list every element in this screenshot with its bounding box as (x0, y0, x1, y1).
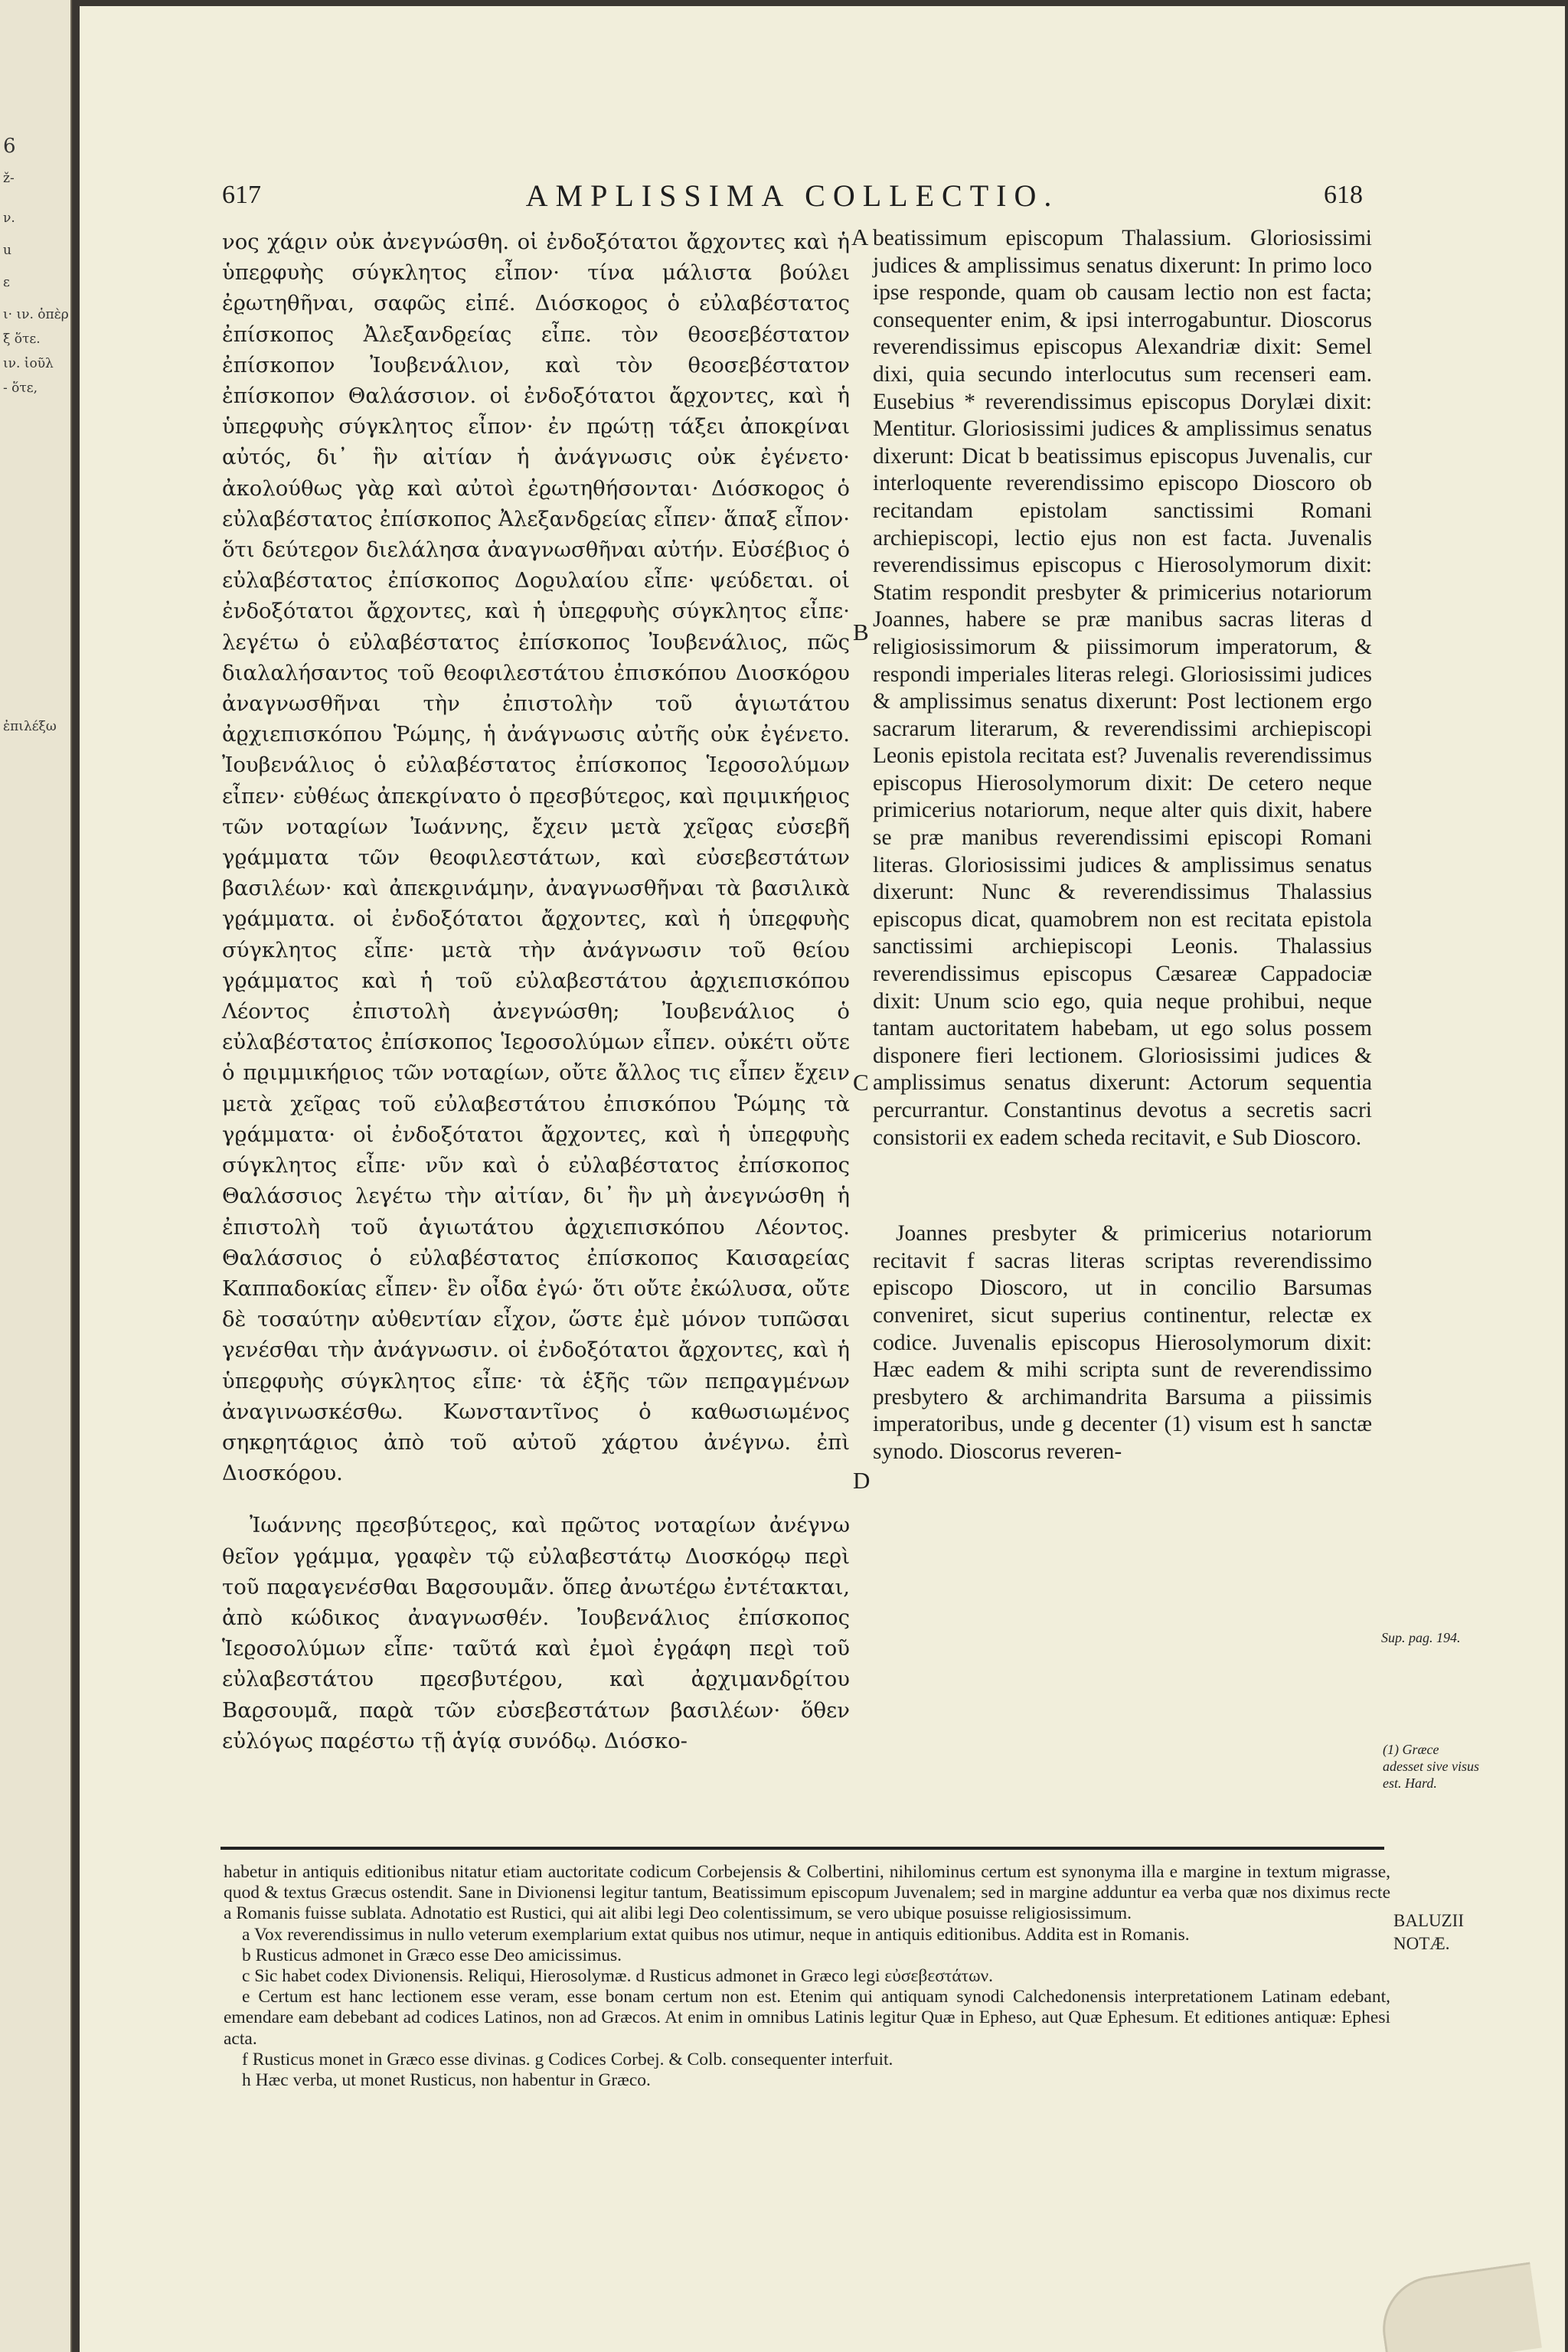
greek-paragraph: Ἰωάννης πϱεσβύτεϱος, καὶ πϱῶτος νοταϱίων ἀνέγνω θεῖον γϱάμμα, γϱαφὲν τῷ εὐλαβεστάτῳ Διοσκόϱῳ πεϱὶ τοῦ παϱαγενέσθαι Βαϱσουμᾶν. ὅπεϱ ἀνωτέϱω ἐντέτακται, ἀπὸ κώδικος ἀναγνωσθέν. Ἰουβενάλιος ἐπίσκοπος Ἱεϱοσολύμων εἶπε· ταῦτά καὶ ἐμοὶ ἐγϱάφη πεϱὶ τοῦ εὐλαβεστάτου πϱεσβυτέϱου, καὶ ἀϱχιμανδϱίτου Βαϱσουμᾶ, παϱὰ τῶν εὐσεβεστάτων βασιλέων· ὅθεν εὐλόγως παϱέστω τῇ ἁγίᾳ συνόδῳ. Διόσκο- (222, 1513, 850, 1753)
footnote-f-g: f Rusticus monet in Græco esse divinas. g Codices Corbej. & Colb. consequenter interfuit. (242, 2049, 893, 2069)
previous-page-margin-notes (3, 135, 70, 743)
greek-paragraph: νος χάϱιν οὐκ ἀνεγνώσθη. οἱ ἐνδοξότατοι ἄϱχοντες καὶ ἡ ὑπεϱφυὴς σύγκλητος εἶπον· τίνα μάλιστα βούλει ἐϱωτηθῆναι, σαφῶς εἰπέ. Διόσκοϱος ὁ εὐλαβέστατος ἐπίσκοπος Ἀλεξανδϱείας εἶπε. τὸν θεοσεβέστατον ἐπίσκοπον Ἰουβενάλιον, καὶ τὸν θεοσεβέστατον ἐπίσκοπον Θαλάσσιον. οἱ ἐνδοξότατοι ἄϱχοντες, καὶ ἡ ὑπεϱφυὴς σύγκλητος εἶπον· ἐν πϱώτῃ τάξει ἀποκϱίναι αὐτός, δι᾽ ἣν αἰτίαν ἡ ἀνάγνωσις οὐκ ἐγένετο· ἀκολούθως γὰϱ καὶ αὐτοὶ ἐϱωτηθήσονται· Διόσκοϱος ὁ εὐλαβέστατος ἐπίσκοπος Ἀλεξανδϱείας εἶπεν· ἅπαξ εἶπον· ὅτι δεύτεϱον διελάλησα ἀναγνωσθῆναι αὐτήν. Εὐσέβιος ὁ εὐλαβέστατος ἐπίσκοπος Δοϱυλαίου εἶπε· ψεύδεται. οἱ ἐνδοξότατοι ἄϱχοντες, καὶ ἡ ὑπεϱφυὴς σύγκλητος εἶπε· λεγέτω ὁ εὐλαβέστατος ἐπίσκοπος Ἰουβενάλιος, πῶς διαλαλήσαντος τοῦ θεοφιλεστάτου ἐπισκόπου Διοσκόϱου ἀναγνωσθῆναι τὴν ἐπιστολὴν τοῦ ἁγιωτάτου ἀϱχιεπισκόπου Ῥώμης, ἡ ἀνάγνωσις αὐτῆς οὐκ ἐγένετο. Ἰουβενάλιος ὁ εὐλαβέστατος ἐπίσκοπος Ἱεϱοσολύμων εἶπεν· εὐθέως ἀπεκϱίνατο ὁ πϱεσβύτεϱος, καὶ πϱιμικήϱιος τῶν νοταϱίων Ἰωάννης, ἔχειν μετὰ χεῖϱας εὐσεβῆ γϱάμματα τῶν θεοφιλεστάτων, καὶ εὐσεβεστάτων βασιλέων· καὶ ἀπεκϱινάμην, ἀναγνωσθῆναι τὰ βασιλικὰ γϱάμματα. οἱ ἐνδοξότατοι ἄϱχοντες, καὶ ἡ ὑπεϱφυὴς σύγκλητος εἶπε· μετὰ τὴν ἀνάγνωσιν τοῦ θείου γϱάμματος καὶ ἡ τοῦ εὐλαβεστάτου ἀϱχιεπισκόπου Λέοντος ἐπιστολὴ ἀνεγνώσθη; Ἰουβενάλιος ὁ εὐλαβέστατος ἐπίσκοπος Ἱεϱοσολύμων εἶπεν. οὐκέτι οὔτε ὁ πϱιμμικήϱιος τῶν νοταϱίων, οὔτε ἄλλος τις εἶπεν ἔχειν μετὰ χεῖϱας τοῦ εὐλαβεστάτου ἐπισκόπου Ῥώμης τὰ γϱάμματα· οἱ ἐνδοξότατοι ἄϱχοντες, καὶ ἡ ὑπεϱφυὴς σύγκλητος εἶπε· νῦν καὶ ὁ εὐλαβέστατος ἐπίσκοπος Θαλάσσιος λεγέτω τὴν αἰτίαν, δι᾽ ἣν μὴ ἀνεγνώσθη ἡ ἐπιστολὴ τοῦ ἁγιωτάτου ἀϱχιεπισκόπου Λέοντος. Θαλάσσιος ὁ εὐλαβέστατος ἐπίσκοπος Καισαϱείας Καππαδοκίας εἶπεν· ἓν οἶδα ἐγώ· ὅτι οὔτε ἐκώλυσα, οὔτε δὲ τοσαύτην αὐθεντίαν εἶχον, ὥστε ἐμὲ μόνον τυπῶσαι γενέσθαι τὴν ἀνάγνωσιν. οἱ ἐνδοξότατοι ἄϱχοντες, καὶ ἡ ὑπεϱφυὴς σύγκλητος εἶπε· τὰ ἑξῆς τῶν πεπϱαγμένων ἀναγινωσκέσθω. Κωνσταντῖνος ὁ καθωσιωμένος σηκϱητάϱιος ἀπὸ τοῦ αὐτοῦ χάϱτου ἀνέγνω. ἐπὶ Διοσκόϱου. (222, 230, 850, 1486)
running-header (222, 178, 1363, 217)
margin-note-cross-reference: Sup. pag. 194. (1381, 1630, 1461, 1645)
prev-margin-note: ε (3, 275, 10, 290)
prev-margin-note: ξ ὅτε. (3, 332, 41, 347)
prev-margin-note: ž- (3, 171, 15, 186)
running-title: AMPLISSIMA COLLECTIO. (525, 178, 1060, 213)
greek-text-column (222, 227, 850, 1756)
page-corner-curl (1376, 2262, 1542, 2352)
prev-margin-note: 6 (3, 135, 16, 158)
right-page-number: 618 (1324, 181, 1363, 209)
footnote-h: h Hæc verba, ut monet Rusticus, non habentur in Græco. (242, 2070, 651, 2091)
baluzii-notae-label: BALUZII NOTÆ. (1393, 1911, 1464, 1953)
footnote-e: e Certum est hanc lectionem esse veram, esse bonam certum non est. Etenim qui antiquam synodi Calchedonensis interpretationem Latinam edebant, emendare eam debebant ad codices Latinos, non ad Græcos. At enim in omnibus Latinis legitur Quæ in Epheso, aut Quæ Ephesum. Et editiones antiquæ: Ephesi acta. (224, 1987, 1390, 2049)
latin-paragraph: beatissimum episcopum Thalassium. Gloriosissimi judices & amplissimus senatus dixerunt: In primo loco ipse responde, quam ob causam lectio non est facta; consequenter enim, & ipsi interrogabuntur. Dioscorus reverendissimus episcopus Alexandriæ dixit: Semel dixi, quia secundo interlocutus sum recenseri eam. Eusebius * reverendissimus episcopus Dorylæi dixit: Mentitur. Gloriosissimi judices & amplissimus senatus dixerunt: Dicat b beatissimus episcopus Juvenalis, cur interloquente reverendissimo episcopo Dioscoro ob recitandam epistolam sanctissimi Romani archiepiscopi, lectio ejus non est facta. Juvenalis reverendissimus episcopus c Hierosolymorum dixit: Statim respondit presbyter & primicerius notariorum Joannes, habere se præ manibus sacras literas d religiosissimorum & piissimorum imperatorum, & respondi imperiales literas relegi. Gloriosissimi judices & amplissimus senatus dixerunt: Post lectionem ergo sacrarum literarum, & reverendissimi archiepiscopi Leonis epistola recitata est? Juvenalis reverendissimus episcopus Hierosolymorum dixit: De cetero neque primicerius notariorum, neque alter quis dixit, habere se præ manibus reverendissimi episcopi Romani literas. Gloriosissimi judices & amplissimus senatus dixerunt: Nunc & reverendissimus Thalassius episcopus dicat, quamobrem non est recitata epistola sanctissimi archiepiscopi Leonis. Thalassius reverendissimus episcopus Cæsareæ Cappadociæ dixit: Unum scio ego, quia neque prohibui, neque tantam auctoritatem habebam, ut ego solus possem disponere fieri lectionem. Gloriosissimi judices & amplissimus senatus dixerunt: Actorum sequentia percurrantur. Constantinus devotus a secretis sacri consistorii ex eadem scheda recitavit, e Sub Dioscoro. (873, 226, 1372, 1150)
section-letter-d: D (853, 1467, 871, 1494)
prev-margin-note: u (3, 243, 11, 258)
previous-page-edge (0, 0, 72, 2352)
section-letter-c: C (853, 1069, 869, 1096)
prev-margin-note: - ὅτε, (3, 381, 38, 396)
section-letter-b: B (853, 619, 869, 645)
footnote-c-d: c Sic habet codex Divionensis. Reliqui, Hierosolymæ. d Rusticus admonet in Græco legi εὐσεβεστάτων. (242, 1966, 994, 1987)
latin-paragraph: Joannes presbyter & primicerius notariorum recitavit f sacras literas scriptas reverendissimo episcopo Dioscoro, ut in concilio Barsumas conveniret, sicut superius continentur, relectæ ex codice. Juvenalis episcopus Hierosolymorum dixit: Hæc eadem & mihi scripta sunt de reverendissimo presbytero & archimandrita Barsuma a piissimis imperatoribus, unde g decenter (1) visum est h sanctæ synodo. Dioscorus reveren- (873, 1221, 1372, 1464)
section-letter-a: A (851, 224, 869, 250)
book-page (80, 6, 1565, 2352)
prev-margin-note: ἐπιλέξω (3, 719, 57, 734)
prev-margin-note: ι· ιν. ὁπὲρ (3, 307, 69, 322)
left-page-number: 617 (222, 181, 261, 209)
footnote-a: a Vox reverendissimus in nullo veterum exemplarium extat quibus nos utimur, neque in antiquis editionibus. Addita est in Romanis. (242, 1924, 1190, 1945)
margin-note-footnote-1: (1) Græce adesset sive visus est. Hard. (1383, 1742, 1479, 1791)
footnote-b: b Rusticus admonet in Græco esse Deo amicissimus. (242, 1945, 622, 1965)
footnote-divider (220, 1847, 1384, 1850)
prev-margin-note: ιν. ἰοῦλ (3, 356, 54, 371)
footnotes-block (224, 1862, 1390, 2091)
latin-text-column (873, 225, 1372, 1466)
footnote-intro: habetur in antiquis editionibus nitatur etiam auctoritate codicum Corbejensis & Colbertini, nihilominus certum est synonyma illa e margine in textum migrasse, quod & textus Græcus ostendit. Sane in Divionensi legitur tantum, Beatissimum episcopum Juvenalem; sed in margine adduntur ea verba quæ nos diximus recte a Romanis fuisse sublata. Adnotatio est Rustici, qui ait alibi legi Deo colentissimum, se vero ubique posuisse religiosissimum. (224, 1862, 1390, 1924)
prev-margin-note: ν. (3, 211, 15, 226)
